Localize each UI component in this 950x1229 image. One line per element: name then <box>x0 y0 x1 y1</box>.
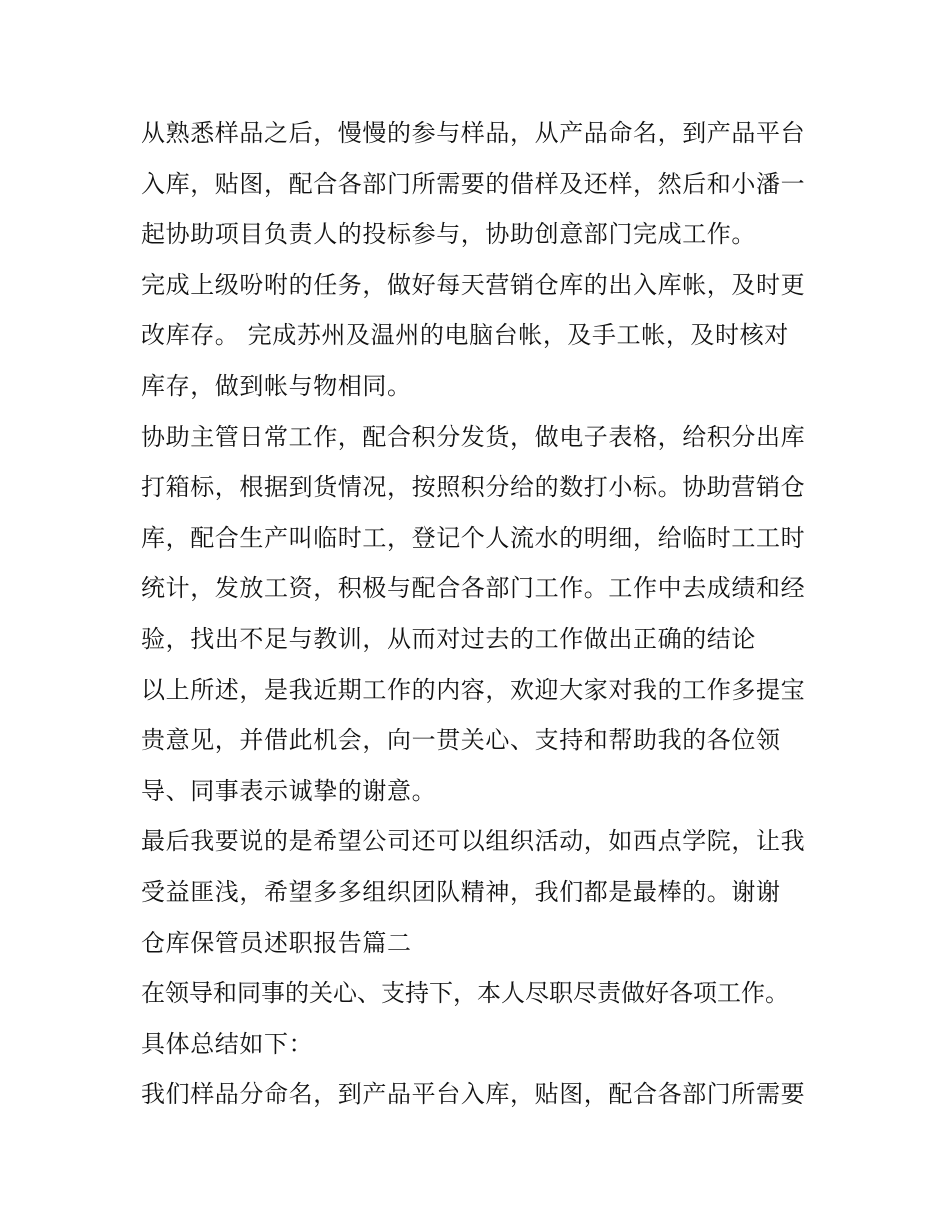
section-heading: 仓库保管员述职报告篇二 <box>141 928 412 957</box>
text-line: 库，配合生产叫临时工，登记个人流水的明细，给临时工工时 <box>141 523 806 552</box>
text-line: 受益匪浅，希望多多组织团队精神，我们都是最棒的。谢谢 <box>141 877 781 906</box>
text-line: 导、同事表示诚挚的谢意。 <box>141 776 437 805</box>
text-line: 起协助项目负责人的投标参与，协助创意部门完成工作。 <box>141 220 756 249</box>
text-line: 最后我要说的是希望公司还可以组织活动，如西点学院，让我 <box>141 827 806 856</box>
text-line: 入库，贴图，配合各部门所需要的借样及还样，然后和小潘一 <box>141 169 806 198</box>
text-line: 从熟悉样品之后，慢慢的参与样品，从产品命名，到产品平台 <box>141 119 806 147</box>
text-line: 统计，发放工资，积极与配合各部门工作。工作中去成绩和经 <box>141 574 806 603</box>
text-line: 协助主管日常工作，配合积分发货，做电子表格，给积分出库 <box>141 422 806 451</box>
text-line: 验，找出不足与教训，从而对过去的工作做出正确的结论 <box>141 624 756 653</box>
text-line: 我们样品分命名，到产品平台入库，贴图，配合各部门所需要 <box>141 1080 806 1109</box>
text-line: 在领导和同事的关心、支持下，本人尽职尽责做好各项工作。 <box>141 979 789 1008</box>
text-line: 完成上级吩咐的任务，做好每天营销仓库的出入库帐，及时更 <box>141 270 806 299</box>
text-line: 打箱标，根据到货情况，按照积分给的数打小标。协助营销仓 <box>141 473 806 502</box>
text-line: 贵意见，并借此机会，向一贯关心、支持和帮助我的各位领 <box>141 726 781 755</box>
document-body <box>141 108 821 1120</box>
text-line: 以上所述，是我近期工作的内容，欢迎大家对我的工作多提宝 <box>141 675 806 704</box>
text-line: 改库存。 完成苏州及温州的电脑台帐，及手工帐，及时核对 <box>141 321 789 350</box>
text-line: 具体总结如下： <box>141 1029 314 1058</box>
text-line: 库存，做到帐与物相同。 <box>141 371 412 400</box>
